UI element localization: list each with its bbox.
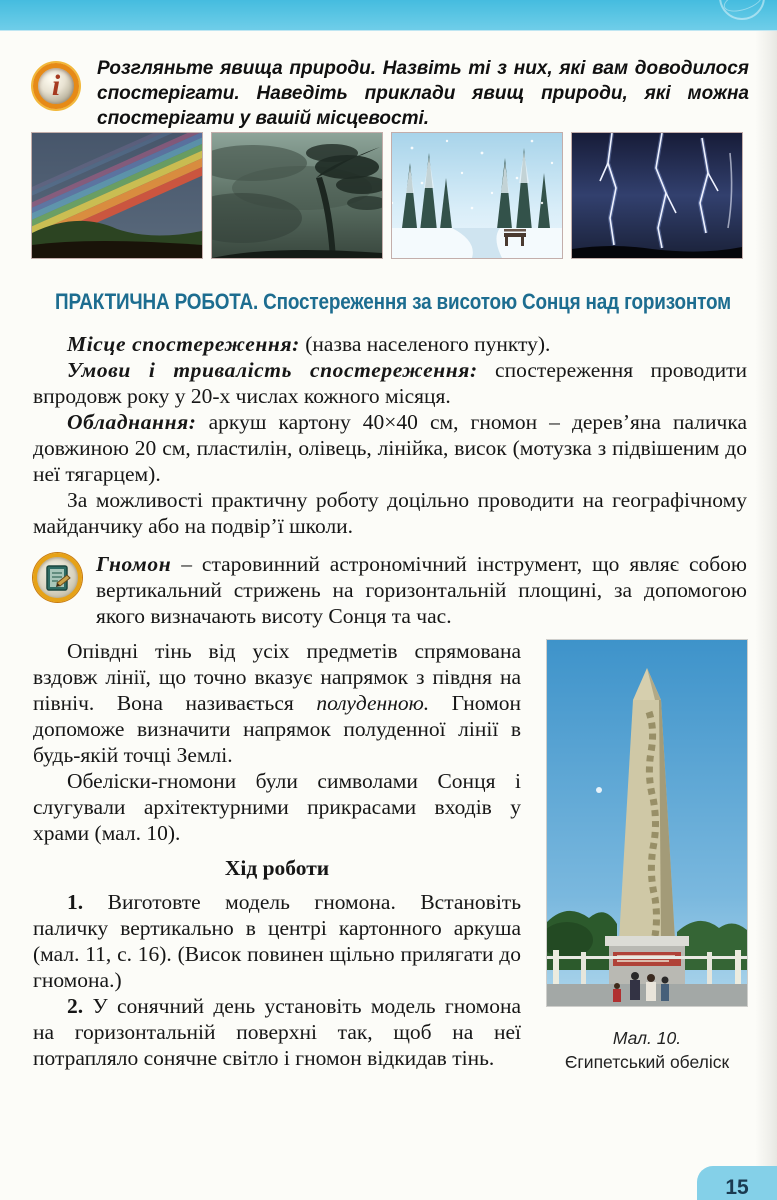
figure-column bbox=[521, 638, 747, 1074]
photo-winter-snowfall bbox=[392, 133, 562, 258]
definition-body: – старовинний астрономічний інструмент, що являє собою вертикальний стрижень на горизонтальній площині, за допомогою якого визначають висоту Сонця та час. bbox=[96, 552, 747, 628]
intro-task-text: Розгляньте явища природи. Назвіть ті з них, які вам доводилося спостерігати. Наведіть приклади явищ природи, які можна спостерігати у вашій місцевості. bbox=[97, 58, 749, 129]
equipment-lead: Обладнання: bbox=[67, 410, 197, 434]
step-2-number: 2. bbox=[67, 994, 84, 1018]
step-1-text: Виготовте модель гномона. Встановіть паличку вертикально в центрі картонного аркуша (мал. 11, с. 16). (Висок повинен щільно прилягати до гномона.) bbox=[33, 890, 521, 992]
info-icon-glyph: i bbox=[51, 69, 61, 102]
nature-photos-row bbox=[32, 133, 748, 258]
equipment-text: аркуш картону 40×40 см, гномон – дерев’яна паличка довжиною 20 см, пластилін, олівець, лінійка, висок (мотузка з підвішеним до неї тягарцем). bbox=[33, 410, 747, 486]
paragraph-obelisks: Обеліски-гномони були символами Сонця і слугували архітектурними прикрасами входів у храми (мал. 10). bbox=[33, 769, 521, 845]
place-text: (назва населеного пункту). bbox=[299, 332, 551, 356]
paragraph-equipment bbox=[33, 409, 747, 487]
page-edge-shadow bbox=[755, 31, 777, 1200]
paragraph-conditions bbox=[33, 357, 747, 409]
globe-watermark-icon bbox=[719, 0, 765, 20]
figure-caption-number: Мал. 10. bbox=[612, 1028, 682, 1048]
conditions-lead: Умови і тривалість спостереження: bbox=[67, 358, 478, 382]
info-icon bbox=[33, 63, 79, 109]
notebook-icon bbox=[33, 553, 82, 602]
left-text-column bbox=[33, 638, 521, 1074]
noon-italic-term: полуденною. bbox=[316, 691, 430, 715]
definition-term: Гномон bbox=[96, 552, 172, 576]
conditions-text: спостереження проводити впродовж року у 20-х числах кожного місяця. bbox=[33, 358, 747, 408]
page-number-tab bbox=[697, 1166, 777, 1200]
step-2-text: У сонячний день установіть модель гномона на горизонтальній поверхні так, щоб на неї потрапляло сонячне світло і гномон відкидав тінь. bbox=[33, 994, 521, 1070]
page-number: 15 bbox=[725, 1176, 749, 1199]
figure-caption-title: Єгипетський обеліск bbox=[564, 1052, 730, 1072]
step-2 bbox=[33, 993, 521, 1071]
two-column-section bbox=[33, 638, 747, 1074]
photo-storm-wind bbox=[212, 133, 382, 258]
noon-after: Гномон допоможе визначити напрямок полуденної лінії в будь-якій точці Землі. bbox=[33, 691, 521, 767]
main-text bbox=[33, 331, 747, 1074]
work-steps-heading: Хід роботи bbox=[224, 856, 330, 880]
paragraph-note: За можливості практичну роботу доцільно проводити на географічному майданчику або на подвір’ї школи. bbox=[33, 488, 747, 538]
place-lead: Місце спостереження: bbox=[67, 332, 300, 356]
intro-task-block bbox=[33, 56, 749, 131]
paragraph-place bbox=[33, 331, 747, 357]
step-1-number: 1. bbox=[67, 890, 84, 914]
noon-before: Опівдні тінь від усіх предметів спрямована вздовж лінії, що точно вказує напрямок з півдня на північ. Вона називається bbox=[33, 639, 521, 715]
step-1 bbox=[33, 889, 521, 993]
practical-work-heading-text: ПРАКТИЧНА РОБОТА. Спостереження за висотою Сонця над горизонтом bbox=[55, 289, 731, 314]
definition-block bbox=[33, 551, 747, 629]
paragraph-noon-shadow bbox=[33, 638, 521, 768]
egyptian-obelisk-photo bbox=[547, 640, 747, 1006]
photo-rainbow bbox=[32, 133, 202, 258]
practical-work-heading bbox=[0, 289, 777, 315]
definition-text bbox=[33, 551, 747, 629]
figure-caption bbox=[547, 1026, 747, 1074]
photo-lightning bbox=[572, 133, 742, 258]
top-decorative-band bbox=[0, 0, 777, 31]
